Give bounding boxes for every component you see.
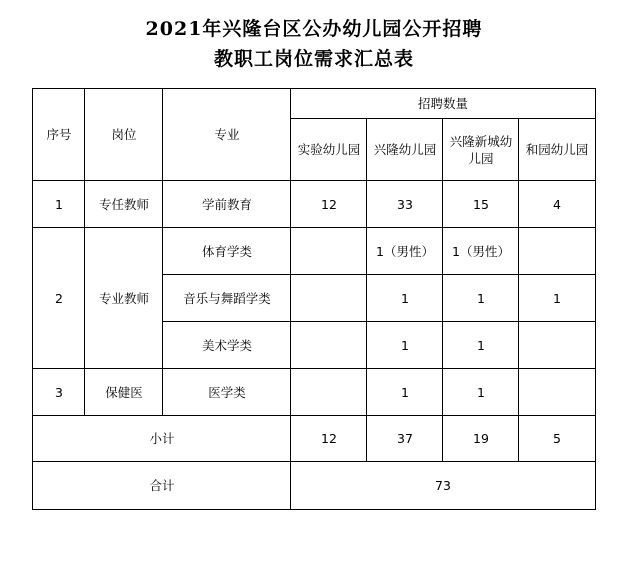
total-label: 合计 [33, 462, 291, 510]
header-cell-major: 专业 [163, 89, 291, 181]
cell-post: 保健医 [85, 369, 163, 416]
cell-count-2: 1 [367, 322, 443, 369]
table-row-total [33, 462, 595, 510]
cell-count-4 [519, 322, 595, 369]
cell-count-3: 1 [443, 275, 519, 322]
cell-count-2: 1（男性） [367, 228, 443, 275]
cell-count-2: 33 [367, 181, 443, 228]
subtotal-label: 小计 [33, 416, 291, 462]
cell-count-1: 12 [291, 181, 367, 228]
cell-no: 1 [33, 181, 85, 228]
subtotal-count-3: 19 [443, 416, 519, 462]
header-cell-kindergarten-2: 兴隆幼儿园 [367, 119, 443, 181]
table-row [33, 369, 595, 416]
table-header-row-group [33, 89, 595, 119]
cell-no: 3 [33, 369, 85, 416]
cell-count-3: 1 [443, 322, 519, 369]
cell-major: 音乐与舞蹈学类 [163, 275, 291, 322]
header-cell-post: 岗位 [85, 89, 163, 181]
table-row-subtotal [33, 416, 595, 462]
cell-post: 专任教师 [85, 181, 163, 228]
header-cell-kindergarten-4: 和园幼儿园 [519, 119, 595, 181]
cell-count-4 [519, 228, 595, 275]
subtotal-count-2: 37 [367, 416, 443, 462]
cell-count-1 [291, 275, 367, 322]
cell-post: 专业教师 [85, 228, 163, 369]
subtotal-count-1: 12 [291, 416, 367, 462]
cell-count-2: 1 [367, 275, 443, 322]
cell-count-1 [291, 322, 367, 369]
header-cell-group-count: 招聘数量 [291, 89, 595, 119]
cell-count-4: 4 [519, 181, 595, 228]
cell-count-2: 1 [367, 369, 443, 416]
cell-no: 2 [33, 228, 85, 369]
cell-count-3: 15 [443, 181, 519, 228]
title-line-1: 2021年兴隆台区公办幼儿园公开招聘 [145, 18, 483, 40]
cell-count-1 [291, 228, 367, 275]
subtotal-count-4: 5 [519, 416, 595, 462]
cell-major: 体育学类 [163, 228, 291, 275]
cell-count-3: 1（男性） [443, 228, 519, 275]
cell-major: 学前教育 [163, 181, 291, 228]
table-row [33, 181, 595, 228]
cell-count-4 [519, 369, 595, 416]
header-cell-kindergarten-1: 实验幼儿园 [291, 119, 367, 181]
cell-count-3: 1 [443, 369, 519, 416]
cell-count-1 [291, 369, 367, 416]
title-line-2: 教职工岗位需求汇总表 [213, 48, 414, 70]
cell-count-4: 1 [519, 275, 595, 322]
total-value: 73 [291, 462, 595, 510]
header-cell-no: 序号 [33, 89, 85, 181]
header-cell-kindergarten-3: 兴隆新城幼儿园 [443, 119, 519, 181]
cell-major: 医学类 [163, 369, 291, 416]
page-title [0, 0, 628, 74]
table-row [33, 228, 595, 275]
cell-major: 美术学类 [163, 322, 291, 369]
recruitment-table [32, 88, 595, 510]
